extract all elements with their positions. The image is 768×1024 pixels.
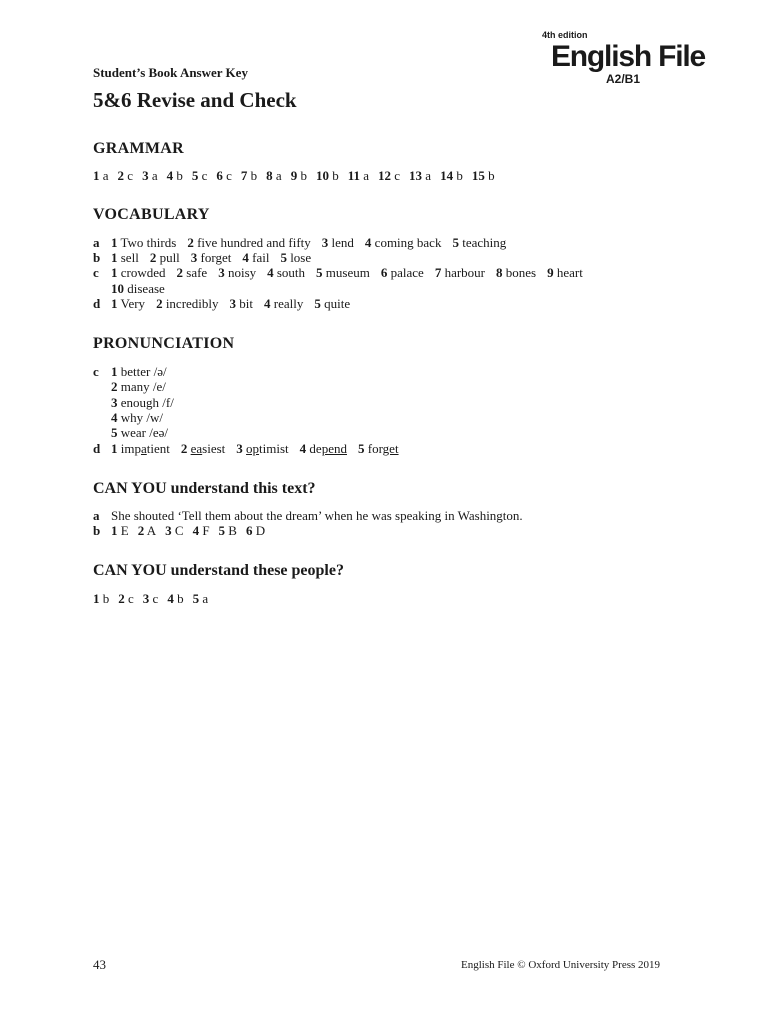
grammar-heading: GRAMMAR xyxy=(93,140,184,157)
answer-item xyxy=(111,523,129,538)
item-number: 10 xyxy=(111,281,124,296)
item-text: c xyxy=(128,591,134,606)
item-number: 5 xyxy=(452,235,459,250)
answer-item xyxy=(472,168,495,183)
answer-item xyxy=(167,168,183,183)
logo-edition: 4th edition xyxy=(542,30,588,40)
item-number: 8 xyxy=(496,265,503,280)
item-number: 1 xyxy=(111,296,118,311)
item-number: 9 xyxy=(547,265,554,280)
item-number: 6 xyxy=(245,523,253,538)
answer-item xyxy=(267,265,305,280)
row-letter: b xyxy=(93,523,101,538)
answer-item xyxy=(348,168,369,183)
answer-item xyxy=(193,591,209,606)
item-text: Two thirds xyxy=(120,235,177,250)
item-text: b xyxy=(250,168,258,183)
item-number: 10 xyxy=(315,168,329,183)
item-text: museum xyxy=(325,265,370,280)
row-content xyxy=(111,281,165,296)
answer-item xyxy=(218,265,256,280)
answer-item xyxy=(165,523,183,538)
item-text: c xyxy=(127,168,134,183)
item-number: 3 xyxy=(321,235,329,250)
item-text: fail xyxy=(252,250,270,265)
item-number: 4 xyxy=(264,296,271,311)
people-answers xyxy=(93,591,208,606)
answer-item xyxy=(316,168,339,183)
item-text: Very xyxy=(120,296,146,311)
item-number: 3 xyxy=(111,394,118,410)
item-number: 1 xyxy=(111,235,118,250)
item-text: a xyxy=(363,168,370,183)
answer-item xyxy=(314,296,350,311)
item-text: teaching xyxy=(462,235,507,250)
stressed-syllable: pend xyxy=(321,441,347,456)
item-number: 2 xyxy=(149,250,157,265)
answer-item xyxy=(156,296,218,311)
answer-item xyxy=(167,591,183,606)
item-text: forget xyxy=(200,250,232,265)
item-number: 4 xyxy=(166,168,174,183)
item-number: 5 xyxy=(316,265,323,280)
item-number: 9 xyxy=(290,168,298,183)
item-number: 1 xyxy=(111,364,118,379)
item-number: 3 xyxy=(218,265,225,280)
row-content xyxy=(111,523,265,538)
answer-item xyxy=(242,250,269,265)
item-text: south xyxy=(276,265,306,280)
item-text: E xyxy=(120,523,129,538)
item-text: b xyxy=(177,591,184,606)
answer-item xyxy=(143,591,159,606)
item-number: 4 xyxy=(364,235,372,250)
page-number: 43 xyxy=(93,957,106,972)
item-text: bones xyxy=(505,265,537,280)
row-letter: d xyxy=(93,296,101,311)
text-section-heading: CAN YOU understand this text? xyxy=(93,480,316,497)
item-text: really xyxy=(273,296,304,311)
item-text: lend xyxy=(331,235,354,250)
item-text: better /ə/ xyxy=(120,364,167,379)
answer-item xyxy=(181,441,225,456)
item-text: enough /f/ xyxy=(120,394,174,410)
logo-title: English File xyxy=(551,40,705,73)
item-word: impatient xyxy=(120,441,170,456)
item-text: c xyxy=(152,591,159,606)
item-number: 2 xyxy=(156,296,163,311)
item-number: 8 xyxy=(266,168,273,183)
answer-item xyxy=(111,235,176,250)
item-text: lose xyxy=(290,250,312,265)
answer-item xyxy=(246,523,265,538)
vocabulary-heading: VOCABULARY xyxy=(93,206,210,223)
item-number: 13 xyxy=(409,168,423,183)
item-number: 5 xyxy=(218,523,226,538)
item-text: safe xyxy=(186,265,208,280)
item-number: 3 xyxy=(229,296,237,311)
answer-item xyxy=(316,265,370,280)
item-number: 1 xyxy=(111,250,118,265)
answer-item xyxy=(280,250,311,265)
item-text: b xyxy=(176,168,183,183)
answer-item xyxy=(496,265,536,280)
item-number: 4 xyxy=(242,250,249,265)
item-number: 4 xyxy=(299,441,307,456)
answer-item xyxy=(219,523,237,538)
answer-item xyxy=(264,296,303,311)
item-number: 15 xyxy=(471,168,485,183)
row-content xyxy=(111,379,166,394)
answer-item xyxy=(111,441,170,456)
row-letter: d xyxy=(93,441,101,456)
item-text: palace xyxy=(390,265,424,280)
item-text: D xyxy=(255,523,266,538)
answer-item xyxy=(93,168,109,183)
answer-item xyxy=(452,235,506,250)
row-letter: b xyxy=(93,250,101,265)
item-text: bit xyxy=(239,296,254,311)
row-content xyxy=(111,265,594,280)
item-word: forget xyxy=(367,441,399,456)
item-text: pull xyxy=(159,250,180,265)
answer-item xyxy=(381,265,424,280)
item-text: a xyxy=(275,168,282,183)
item-text: sell xyxy=(120,250,139,265)
item-text: c xyxy=(226,168,232,183)
answer-item xyxy=(193,523,210,538)
item-text: a xyxy=(151,168,158,183)
item-word: optimist xyxy=(246,441,289,456)
stressed-syllable: ea xyxy=(190,441,203,456)
item-word: easiest xyxy=(190,441,226,456)
logo-level: A2/B1 xyxy=(606,72,641,86)
item-text: c xyxy=(394,168,401,183)
item-number: 5 xyxy=(280,250,287,265)
answer-item xyxy=(378,168,400,183)
answer-item xyxy=(111,250,139,265)
item-number: 4 xyxy=(167,591,174,606)
page-title: 5&6 Revise and Check xyxy=(93,88,297,112)
answer-item xyxy=(409,168,431,183)
answer-item xyxy=(300,441,347,456)
row-letter: c xyxy=(93,364,99,379)
answer-item xyxy=(358,441,399,456)
pronunciation-heading: PRONUNCIATION xyxy=(93,335,235,352)
answer-item xyxy=(435,265,485,280)
item-text: b xyxy=(300,168,307,183)
item-text: many /e/ xyxy=(120,379,166,395)
item-text: b xyxy=(332,168,339,183)
answer-item xyxy=(118,591,134,606)
item-text: noisy xyxy=(227,265,257,280)
item-text: A xyxy=(146,523,157,538)
people-section-heading: CAN YOU understand these people? xyxy=(93,562,344,579)
item-number: 1 xyxy=(93,591,100,606)
answer-item xyxy=(142,168,158,183)
stressed-syllable: op xyxy=(246,441,260,456)
answer-item xyxy=(93,591,109,606)
row-content xyxy=(111,410,163,425)
answer-item xyxy=(187,235,310,250)
item-number: 4 xyxy=(192,523,200,538)
item-word: depend xyxy=(309,441,347,456)
item-text: a xyxy=(202,591,209,606)
item-text: wear /eə/ xyxy=(120,425,169,441)
answer-item xyxy=(365,235,442,250)
item-number: 2 xyxy=(118,591,125,606)
item-text: a xyxy=(425,168,432,183)
item-text: b xyxy=(102,591,110,606)
stressed-syllable: a xyxy=(140,441,147,456)
row-content xyxy=(111,364,167,379)
item-number: 14 xyxy=(440,168,454,183)
item-number: 2 xyxy=(137,523,145,538)
row-text: She shouted ‘Tell them about the dream’ when he was speaking in Washington. xyxy=(111,508,523,523)
item-text: disease xyxy=(127,281,165,296)
row-content xyxy=(111,296,361,311)
item-text: coming back xyxy=(374,235,442,250)
item-number: 1 xyxy=(93,168,100,183)
item-number: 5 xyxy=(192,591,200,606)
item-number: 5 xyxy=(314,296,321,311)
answer-item xyxy=(547,265,583,280)
row-letter: a xyxy=(93,235,100,250)
answer-item xyxy=(191,250,232,265)
item-number: 11 xyxy=(347,168,360,183)
item-number: 5 xyxy=(111,425,118,441)
row-letter: a xyxy=(93,508,100,523)
answer-item xyxy=(236,441,288,456)
answer-item xyxy=(241,168,257,183)
item-text: a xyxy=(102,168,109,183)
answer-item xyxy=(230,296,253,311)
answer-item xyxy=(138,523,156,538)
item-number: 7 xyxy=(434,265,442,280)
item-text: crowded xyxy=(120,265,166,280)
item-number: 3 xyxy=(236,441,243,456)
item-number: 6 xyxy=(380,265,388,280)
item-text: why /w/ xyxy=(120,409,163,425)
stressed-syllable: get xyxy=(382,441,399,456)
item-number: 3 xyxy=(142,168,149,183)
item-number: 1 xyxy=(111,441,118,456)
item-text: C xyxy=(174,523,184,538)
grammar-answers xyxy=(93,168,495,183)
item-number: 4 xyxy=(111,409,118,425)
answer-item xyxy=(118,168,134,183)
item-text: b xyxy=(488,168,495,183)
row-content xyxy=(111,395,174,410)
item-text: harbour xyxy=(444,265,485,280)
item-number: 5 xyxy=(191,168,199,183)
answer-item xyxy=(440,168,463,183)
item-number: 3 xyxy=(165,523,172,538)
item-text: F xyxy=(202,523,210,538)
answer-item xyxy=(177,265,208,280)
item-number: 2 xyxy=(111,379,118,395)
item-number: 2 xyxy=(187,235,194,250)
row-letter: c xyxy=(93,265,99,280)
item-text: B xyxy=(228,523,237,538)
item-text: incredibly xyxy=(165,296,219,311)
item-number: 4 xyxy=(267,265,274,280)
item-text: b xyxy=(456,168,463,183)
answer-item xyxy=(216,168,232,183)
book-label: Student’s Book Answer Key xyxy=(93,65,248,80)
item-number: 2 xyxy=(117,168,125,183)
item-number: 1 xyxy=(111,523,118,538)
answer-item xyxy=(150,250,180,265)
item-number: 3 xyxy=(190,250,198,265)
item-text: quite xyxy=(324,296,351,311)
answer-item xyxy=(111,265,166,280)
answer-item xyxy=(111,296,145,311)
item-number: 3 xyxy=(142,591,150,606)
row-content xyxy=(111,250,322,265)
item-number: 1 xyxy=(111,265,118,280)
item-text: c xyxy=(201,168,208,183)
answer-item xyxy=(266,168,282,183)
item-number: 2 xyxy=(180,441,188,456)
item-number: 2 xyxy=(176,265,184,280)
copyright: English File © Oxford University Press 2019 xyxy=(461,959,661,971)
item-number: 7 xyxy=(240,168,248,183)
item-text: five hundred and fifty xyxy=(197,235,311,250)
row-content xyxy=(111,425,168,440)
item-number: 5 xyxy=(357,441,365,456)
item-number: 12 xyxy=(378,168,392,183)
row-content xyxy=(111,441,410,456)
row-content xyxy=(111,235,517,250)
answer-item xyxy=(291,168,307,183)
answer-item xyxy=(322,235,354,250)
answer-item xyxy=(192,168,208,183)
item-text: heart xyxy=(556,265,583,280)
item-number: 6 xyxy=(216,168,223,183)
